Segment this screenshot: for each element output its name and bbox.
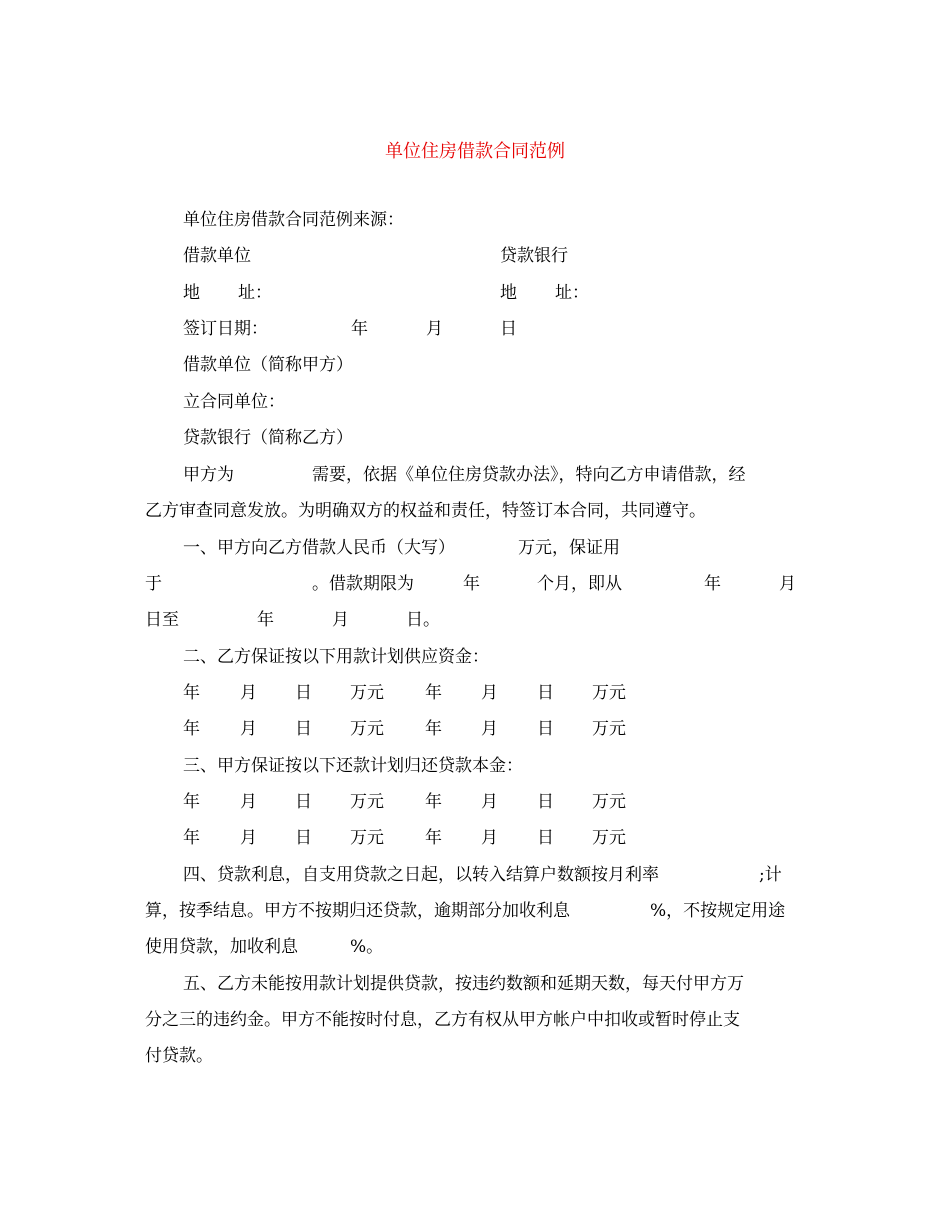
intro-line2: 乙方审查同意发放。为明确双方的权益和责任，特签订本合同，共同遵守。	[145, 501, 706, 521]
clause5-line3: 付贷款。	[145, 1046, 213, 1066]
plan-repay-row1-amount2: 万元	[592, 792, 626, 812]
plan-repay-row2-amount1: 万元	[350, 828, 384, 848]
plan-repay-row1-day1: 日	[295, 792, 312, 812]
plan-supply-row1-amount1: 万元	[350, 683, 384, 703]
plan-supply-row2-amount1: 万元	[350, 719, 384, 739]
lender-label: 贷款银行	[500, 246, 568, 266]
clause1-line2-c: 年	[463, 574, 480, 594]
document-title: 单位住房借款合同范例	[385, 141, 565, 162]
clause1-line1-a: 一、甲方向乙方借款人民币（大写）	[183, 538, 455, 558]
clause1-line2-a: 于	[145, 574, 162, 594]
plan-repay-row2-amount2: 万元	[592, 828, 626, 848]
plan-repay-row2-day1: 日	[295, 828, 312, 848]
plan-repay-row1-month1: 月	[240, 792, 257, 812]
clause4-line3-b: %。	[350, 937, 384, 957]
intro-line1-a: 甲方为	[183, 465, 234, 485]
plan-repay-row2-month1: 月	[240, 828, 257, 848]
clause1-line2-e: 年	[704, 574, 721, 594]
lender-address-char1: 地	[500, 283, 517, 303]
source-line: 单位住房借款合同范例来源：	[183, 210, 404, 230]
clause1-line3-d: 日。	[406, 610, 440, 630]
borrower-address-char2: 址：	[238, 283, 272, 303]
plan-supply-row2-year2: 年	[425, 719, 442, 739]
plan-repay-row2-day2: 日	[537, 828, 554, 848]
lender-abbr: 贷款银行（简称乙方）	[183, 428, 353, 448]
borrower-label: 借款单位	[183, 246, 251, 266]
plan-repay-row1-day2: 日	[537, 792, 554, 812]
plan-supply-row1-month1: 月	[240, 683, 257, 703]
clause4-line1-b: ;计	[759, 865, 782, 885]
plan-supply-row1-day2: 日	[537, 683, 554, 703]
plan-supply-row2-day1: 日	[295, 719, 312, 739]
plan-repay-row2-year2: 年	[425, 828, 442, 848]
clause1-line2-d: 个月，即从	[537, 574, 622, 594]
sign-date-label: 签订日期：	[183, 319, 268, 339]
plan-supply-row1-day1: 日	[295, 683, 312, 703]
plan-repay-row1-year1: 年	[183, 792, 200, 812]
clause5-line1: 五、乙方未能按用款计划提供贷款，按违约数额和延期天数，每天付甲方万	[183, 974, 744, 994]
clause3-title: 三、甲方保证按以下还款计划归还贷款本金：	[183, 756, 523, 776]
plan-supply-row2-amount2: 万元	[592, 719, 626, 739]
clause4-line3-a: 使用贷款，加收利息	[145, 937, 298, 957]
plan-repay-row1-year2: 年	[425, 792, 442, 812]
borrower-abbr: 借款单位（简称甲方）	[183, 355, 353, 375]
contract-unit: 立合同单位：	[183, 392, 285, 412]
clause4-line1-a: 四、贷款利息，自支用贷款之日起，以转入结算户数额按月利率	[183, 865, 659, 885]
plan-supply-row2-month2: 月	[481, 719, 498, 739]
clause4-line2-a: 算，按季结息。甲方不按期归还贷款，逾期部分加收利息	[145, 901, 570, 921]
clause1-line3-b: 年	[257, 610, 274, 630]
plan-supply-row2-year1: 年	[183, 719, 200, 739]
clause1-line3-c: 月	[332, 610, 349, 630]
lender-address-char2: 址：	[555, 283, 589, 303]
clause5-line2: 分之三的违约金。甲方不能按时付息，乙方有权从甲方帐户中扣收或暂时停止支	[145, 1010, 740, 1030]
sign-date-day: 日	[500, 319, 517, 339]
sign-date-month: 月	[426, 319, 443, 339]
clause1-line1-b: 万元，保证用	[518, 538, 620, 558]
clause1-line2-b: 。借款期限为	[312, 574, 414, 594]
intro-line1-b: 需要，依据《单位住房贷款办法》，特向乙方申请借款，经	[312, 465, 746, 485]
plan-supply-row1-year1: 年	[183, 683, 200, 703]
clause1-line2-f: 月	[779, 574, 796, 594]
plan-supply-row2-day2: 日	[537, 719, 554, 739]
plan-supply-row1-amount2: 万元	[592, 683, 626, 703]
plan-supply-row1-month2: 月	[481, 683, 498, 703]
plan-supply-row2-month1: 月	[240, 719, 257, 739]
plan-repay-row2-year1: 年	[183, 828, 200, 848]
plan-supply-row1-year2: 年	[425, 683, 442, 703]
borrower-address-char1: 地	[183, 283, 200, 303]
clause4-line2-b: %，不按规定用途	[650, 901, 786, 921]
plan-repay-row1-amount1: 万元	[350, 792, 384, 812]
clause2-title: 二、乙方保证按以下用款计划供应资金：	[183, 647, 489, 667]
plan-repay-row1-month2: 月	[481, 792, 498, 812]
sign-date-year: 年	[351, 319, 368, 339]
clause1-line3-a: 日至	[145, 610, 179, 630]
plan-repay-row2-month2: 月	[481, 828, 498, 848]
